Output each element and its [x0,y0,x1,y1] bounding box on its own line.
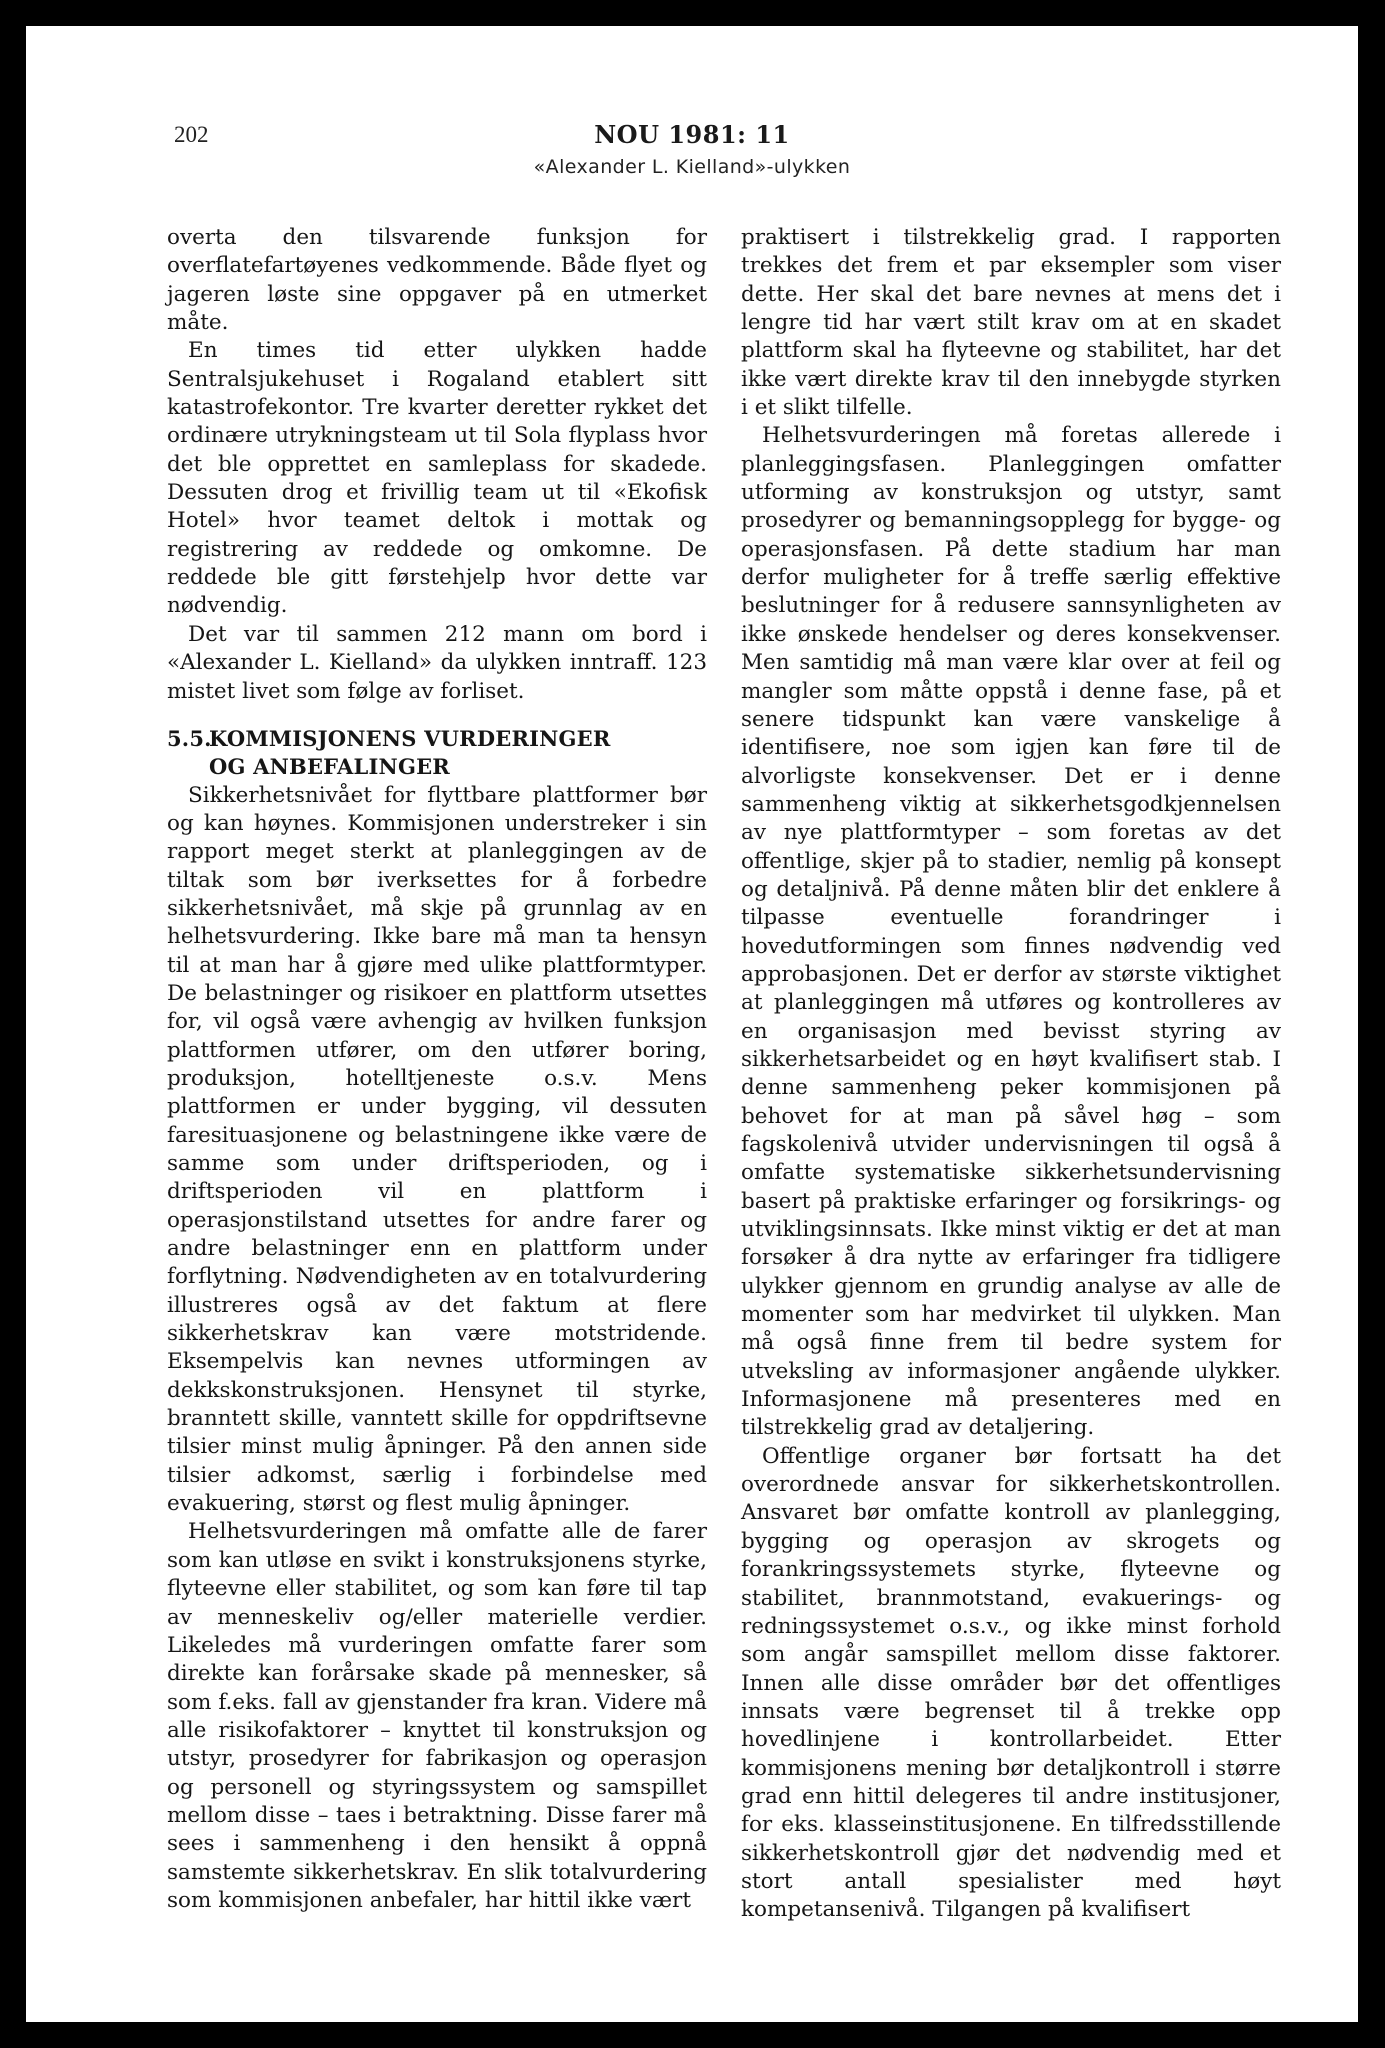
section-title-line-1: KOMMISJONENS VURDERINGER [209,725,611,751]
paragraph: Helhetsvurderingen må foretas allerede i planleggingsfasen. Planleggingen omfatter utforming av konstruksjon og utstyr, samt prosedyrer og bemanningsopplegg for bygge- og operasjonsfasen. På dette stadium har man derfor muligheter for å treffe særlig effektive beslutninger for å redusere sannsynligheten av ikke ønskede hendelser og deres konsekvenser. Men samtidig må man være klar over at feil og mangler som måtte oppstå i denne fase, på et senere tidspunkt kan være vanskelige å identifisere, noe som igjen kan føre til de alvorligste konsekvenser. Det er i denne sammenheng viktig at sikkerhetsgodkjennelsen av nye plattformtyper – som foretas av det offentlige, skjer på to stadier, nemlig på konsept og detaljnivå. På denne måten blir det enklere å tilpasse eventuelle forandringer i hovedutformingen som finnes nødvendig ved approbasjonen. Det er derfor av største viktighet at planleggingen må utføres og kontrolleres av en organisasjon med bevisst styring av sikkerhetsarbeidet og en høyt kvalifisert stab. I denne sammenheng peker kommisjonen på behovet for at man på såvel høg – som fagskolenivå utvider undervisningen til også å omfatte systematiske sikkerhetsundervisning basert på praktiske erfaringer og forsikrings- og utviklingsinnsats. Ikke minst viktig er det at man forsøker å dra nytte av erfaringer fra tidligere ulykker gjennom en grundig analyse av alle de momenter som har medvirket til ulykken. Man må også finne frem til bedre system for utveksling av informasjoner angående ulykker. Informasjonene må presenteres med en tilstrekkelig grad av detaljering. [741,423,1281,1441]
right-column [741,224,1281,1925]
document-page [26,26,1358,2022]
section-heading [167,725,707,782]
paragraph: overta den tilsvarende funksjon for overflatefartøyenes vedkommende. Både flyet og jageren løste sine oppgaver på en utmerket måte. [167,225,707,336]
series-title: NOU 1981: 11 [594,120,790,149]
section-number: 5.5. [167,725,212,751]
paragraph: Det var til sammen 212 mann om bord i «Alexander L. Kielland» da ulykken inntraff. 123 mistet livet som følge av forliset. [167,621,707,704]
report-subtitle: «Alexander L. Kielland»-ulykken [533,156,851,178]
paragraph: En times tid etter ulykken hadde Sentralsjukehuset i Rogaland etablert sitt katastrofekontor. Tre kvarter deretter rykket det ordinære utrykningsteam ut til Sola flyplass hvor det ble opprettet en samleplass for skadede. Dessuten drog et frivillig team ut til «Ekofisk Hotel» hvor teamet deltok i mottak og registrering av reddede og omkomne. De reddede ble gitt førstehjelp hvor dette var nødvendig. [167,338,707,619]
page-number: 202 [174,122,209,147]
paragraph: Sikkerhetsnivået for flyttbare plattformer bør og kan høynes. Kommisjonen understreker i sin rapport meget sterkt at planleggingen av de tiltak som bør iverksettes for å forbedre sikkerhetsnivået, må skje på grunnlag av en helhetsvurdering. Ikke bare må man ta hensyn til at man har å gjøre med ulike plattformtyper. De belastninger og risikoer en plattform utsettes for, vil også være avhengig av hvilken funksjon plattformen utfører, om den utfører boring, produksjon, hotelltjeneste o.s.v. Mens plattformen er under bygging, vil dessuten faresituasjonene og belastningene ikke være de samme som under driftsperioden, og i driftsperioden vil en plattform i operasjonstilstand utsettes for andre farer og andre belastninger enn en plattform under forflytning. Nødvendigheten av en totalvurdering illustreres også av det faktum at flere sikkerhetskrav kan være motstridende. Eksempelvis kan nevnes utformingen av dekkskonstruksjonen. Hensynet til styrke, branntett skille, vanntett skille for oppdriftsevne tilsier minst mulig åpninger. På den annen side tilsier adkomst, særlig i forbindelse med evakuering, størst og flest mulig åpninger. [167,782,707,1517]
paragraph: Offentlige organer bør fortsatt ha det overordnede ansvar for sikkerhetskontrollen. Ansvaret bør omfatte kontroll av planlegging, bygging og operasjon av skrogets og forankringssystemets styrke, flyteevne og stabilitet, brannmotstand, evakuerings- og redningssystemet o.s.v., og ikke minst forhold som angår samspillet mellom disse faktorer. Innen alle disse områder bør det offentliges innsats være begrenset til å trekke opp hovedlinjene i kontrollarbeidet. Etter kommisjonens mening bør detaljkontroll i større grad enn hittil delegeres til andre institusjoner, for eks. klasseinstitusjonene. En tilfredsstillende sikkerhetskontroll gjør det nødvendig med et stort antall spesialister med høyt kompetansenivå. Tilgangen på kvalifisert [741,1443,1281,1923]
left-column [167,224,707,1915]
paragraph: Helhetsvurderingen må omfatte alle de farer som kan utløse en svikt i konstruksjonens styrke, flyteevne eller stabilitet, og som kan føre til tap av menneskeliv og/eller materielle verdier. Likeledes må vurderingen omfatte farer som direkte kan forårsake skade på mennesker, så som f.eks. fall av gjenstander fra kran. Videre må alle risikofaktorer – knyttet til konstruksjon og utstyr, prosedyrer for fabrikasjon og operasjon og personell og styringssystem og samspillet mellom disse – taes i betraktning. Disse farer må sees i sammenheng i den hensikt å oppnå samstemte sikkerhetskrav. En slik totalvurdering som kommisjonen anbefaler, har hittil ikke vært [167,1519,707,1913]
paragraph: praktisert i tilstrekkelig grad. I rapporten trekkes det frem et par eksempler som viser dette. Her skal det bare nevnes at mens det i lengre tid har vært stilt krav om at en skadet plattform skal ha flyteevne og stabilitet, har det ikke vært direkte krav til den innebygde styrken i et slikt tilfelle. [741,225,1281,421]
section-title-line-2: OG ANBEFALINGER [209,754,450,780]
